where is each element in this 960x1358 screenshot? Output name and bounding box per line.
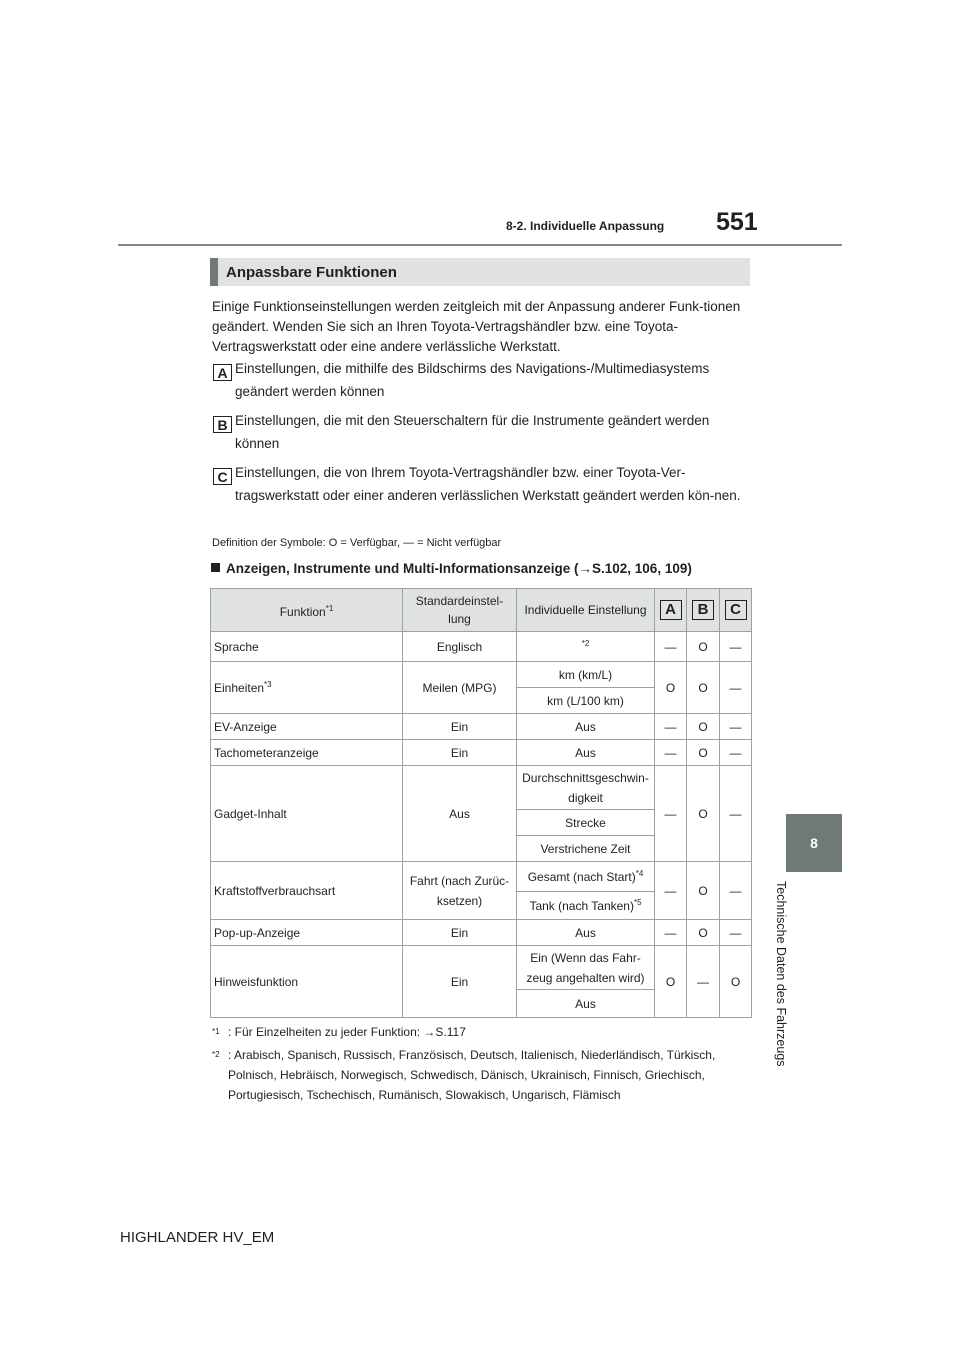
section-heading: Anpassbare Funktionen	[210, 258, 750, 286]
cell-custom: Verstrichene Zeit	[517, 836, 655, 862]
table-row	[211, 946, 752, 990]
label-c-icon: C	[213, 468, 232, 485]
table-row	[211, 862, 752, 892]
cell-c: —	[720, 766, 752, 862]
cell-b: O	[687, 862, 720, 920]
cell-function: EV-Anzeige	[211, 714, 403, 740]
chapter-title-vertical	[774, 880, 806, 1080]
cell-custom: Aus	[517, 920, 655, 946]
cell-c: O	[720, 946, 752, 1018]
table-header-row	[211, 589, 752, 632]
cell-default: Ein	[403, 920, 517, 946]
table-row	[211, 766, 752, 810]
footnote-1: $^{*1}$ : Für Einzelheiten zu jeder Funktion: →S.117	[212, 1025, 466, 1039]
cell-default: Ein	[403, 714, 517, 740]
table-row	[211, 632, 752, 662]
label-b-icon: B	[692, 600, 714, 620]
cell-function: Hinweisfunktion	[211, 946, 403, 1018]
header-divider	[118, 244, 842, 246]
cell-a: —	[655, 766, 687, 862]
cell-a: —	[655, 740, 687, 766]
subheading-text: Anzeigen, Instrumente und Multi-Informationsanzeige (→S.102, 106, 109)	[226, 561, 692, 576]
cell-default: Ein	[403, 740, 517, 766]
cell-custom: Aus	[517, 714, 655, 740]
cell-c: —	[720, 714, 752, 740]
header-b	[687, 589, 720, 632]
function-table	[210, 588, 752, 1018]
cell-a: —	[655, 920, 687, 946]
cell-default: Aus	[403, 766, 517, 862]
cell-custom: km (km/L)	[517, 662, 655, 688]
header-default: Standardeinstel-lung	[403, 589, 517, 632]
chapter-number: 8	[810, 835, 818, 851]
cell-a: —	[655, 714, 687, 740]
cell-b: O	[687, 714, 720, 740]
cell-c: —	[720, 740, 752, 766]
cell-custom: Durchschnittsgeschwin-digkeit	[517, 766, 655, 810]
cell-b: —	[687, 946, 720, 1018]
cell-function: Einheiten$^{*3}$	[211, 662, 403, 714]
cell-function: Tachometeranzeige	[211, 740, 403, 766]
cell-c: —	[720, 662, 752, 714]
cell-function: Pop-up-Anzeige	[211, 920, 403, 946]
table-row	[211, 662, 752, 688]
table-subheading	[211, 561, 692, 576]
cell-default: Ein	[403, 946, 517, 1018]
section-title: 8-2. Individuelle Anpassung	[506, 219, 665, 233]
cell-a: O	[655, 946, 687, 1018]
cell-b: O	[687, 662, 720, 714]
cell-a: O	[655, 662, 687, 714]
cell-custom: Aus	[517, 740, 655, 766]
header-function: Funktion$^{*1}$	[211, 589, 403, 632]
cell-custom: Tank (nach Tanken)$^{*5}$	[517, 892, 655, 920]
cell-a: —	[655, 862, 687, 920]
cell-a: —	[655, 632, 687, 662]
cell-default: Englisch	[403, 632, 517, 662]
header-a	[655, 589, 687, 632]
symbol-definition: Definition der Symbole: O = Verfügbar, — = Nicht verfügbar	[212, 537, 502, 549]
entry-a	[213, 361, 753, 413]
entry-b-text: Einstellungen, die mit den Steuerschaltern für die Instrumente geändert werden können	[235, 413, 710, 451]
label-c-icon: C	[725, 600, 747, 620]
cell-default: Fahrt (nach Zurüc-ksetzen)	[403, 862, 517, 920]
entry-c	[213, 465, 753, 537]
entry-b	[213, 413, 753, 465]
cell-custom: Strecke	[517, 810, 655, 836]
table-row	[211, 740, 752, 766]
table-row	[211, 920, 752, 946]
chapter-title: Technische Daten des Fahrzeugs	[774, 881, 788, 1067]
cell-default: Meilen (MPG)	[403, 662, 517, 714]
cell-function: Gadget-Inhalt	[211, 766, 403, 862]
square-bullet-icon	[211, 563, 220, 572]
cell-function: Kraftstoffverbrauchsart	[211, 862, 403, 920]
cell-b: O	[687, 740, 720, 766]
cell-c: —	[720, 862, 752, 920]
entry-c-text: Einstellungen, die von Ihrem Toyota-Vertragshändler bzw. einer Toyota-Ver-tragswerkstatt oder einer anderen verlässlichen Werkstatt geändert werden kön-nen.	[235, 465, 741, 503]
chapter-tab	[786, 814, 842, 872]
header-custom: Individuelle Einstellung	[517, 589, 655, 632]
cell-function: Sprache	[211, 632, 403, 662]
cell-b: O	[687, 766, 720, 862]
entry-a-text: Einstellungen, die mithilfe des Bildschirms des Navigations-/Multimediasystems geändert werden können	[235, 361, 710, 399]
label-a-icon: A	[213, 364, 232, 381]
cell-c: —	[720, 920, 752, 946]
cell-custom: Ein (Wenn das Fahr-zeug angehalten wird)	[517, 946, 655, 990]
cell-c: —	[720, 632, 752, 662]
footnotes	[212, 1022, 752, 1105]
header-c	[720, 589, 752, 632]
cell-custom: Gesamt (nach Start)$^{*4}$	[517, 862, 655, 892]
footnote-2: $^{*2}$ : Arabisch, Spanisch, Russisch, Französisch, Deutsch, Italienisch, Niederländisch, Türkisch, Polnisch, Hebräisch, Norwegisch, Schwedisch, Dänisch, Ukrainisch, Finnisch, Griechisch, Portugiesisch, Tschechisch, Rumänisch, Slowakisch, Ungarisch, Flämisch	[212, 1048, 716, 1102]
label-b-icon: B	[213, 416, 232, 433]
cell-custom: *2	[517, 632, 655, 662]
intro-paragraph: Einige Funktionseinstellungen werden zeitgleich mit der Anpassung anderer Funk-tionen geändert. Wenden Sie sich an Ihren Toyota-Vertragshändler bzw. eine Toyota-Vertragswerkstatt oder eine andere verlässliche Werkstatt.	[212, 299, 741, 354]
cell-b: O	[687, 920, 720, 946]
cell-custom: km (L/100 km)	[517, 688, 655, 714]
model-footer: HIGHLANDER HV_EM	[120, 1229, 275, 1246]
table-row	[211, 714, 752, 740]
label-a-icon: A	[660, 600, 682, 620]
entry-list	[213, 361, 753, 537]
cell-b: O	[687, 632, 720, 662]
page-number: 551	[716, 208, 758, 236]
cell-custom: Aus	[517, 990, 655, 1018]
